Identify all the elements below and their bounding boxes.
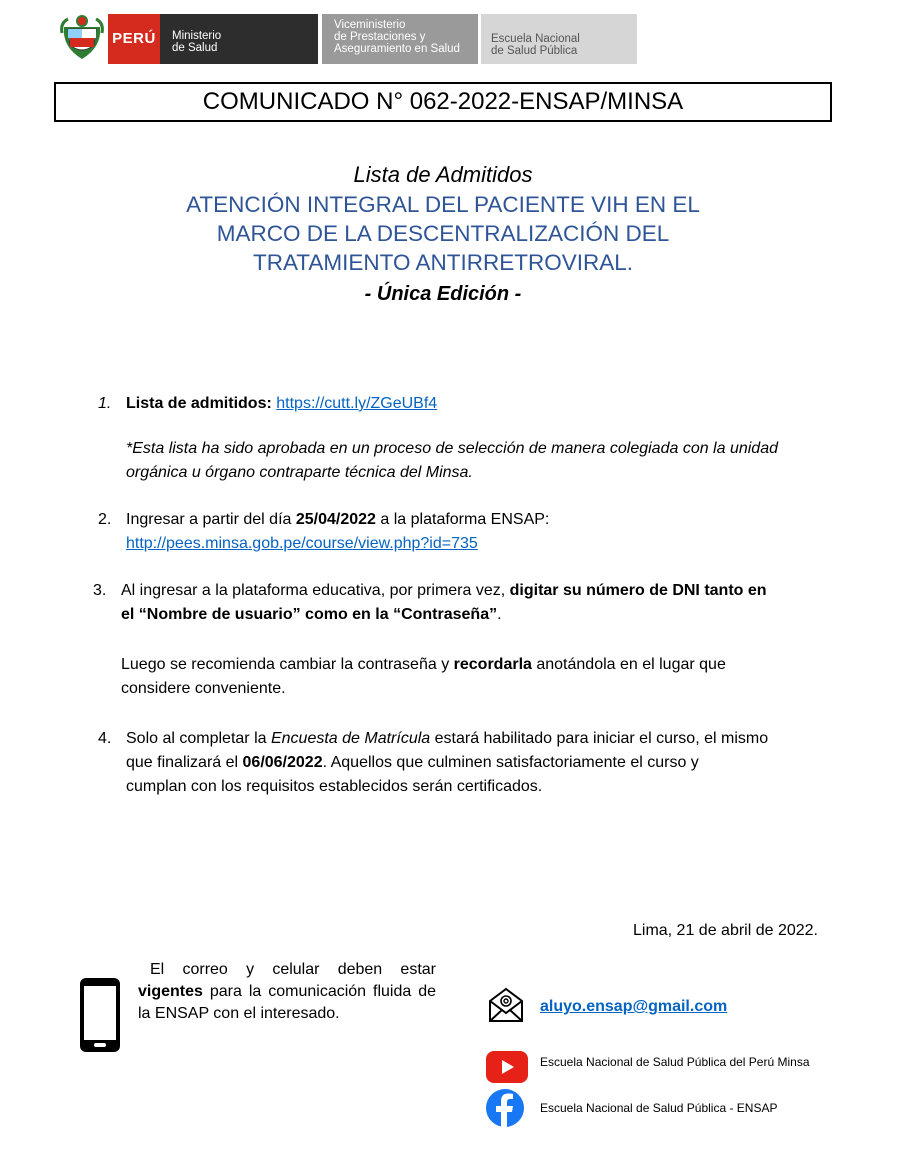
facebook-page[interactable]: Escuela Nacional de Salud Pública - ENSAP <box>540 1101 778 1115</box>
item-4-italic: Encuesta de Matrícula <box>270 730 431 747</box>
peru-label: PERÚ <box>112 30 156 47</box>
item-1 <box>126 392 437 416</box>
facebook-icon[interactable] <box>485 1088 525 1128</box>
item-3-para-line2: considere conveniente. <box>121 680 286 697</box>
item-4-text-b: estará habilitado para iniciar el curso, el mismo <box>430 730 769 747</box>
item-3-bold-a: digitar su número de DNI tanto en <box>509 582 767 599</box>
youtube-channel[interactable]: Escuela Nacional de Salud Pública del Perú Minsa <box>540 1055 810 1069</box>
item-3-paragraph <box>121 653 726 701</box>
item-3-text-a: Al ingresar a la plataforma educativa, por primera vez, <box>121 582 510 599</box>
item-3-para-bold: recordarla <box>453 656 532 673</box>
item-1-label: Lista de admitidos: <box>126 395 272 412</box>
course-line2: MARCO DE LA DESCENTRALIZACIÓN DEL <box>216 221 670 246</box>
item-3-bold-b: el “Nombre de usuario” como en la “Contraseña” <box>121 606 498 623</box>
item-3-number: 3. <box>93 582 107 599</box>
peru-logo-red <box>108 14 160 64</box>
viceministerio-box <box>322 14 478 64</box>
item-4-number: 4. <box>98 730 112 747</box>
item-2-text-a: Ingresar a partir del día <box>126 511 296 528</box>
item-2-number: 2. <box>98 511 112 528</box>
item-4-text-a: Solo al completar la <box>126 730 271 747</box>
edition-label: - Única Edición - <box>364 283 522 305</box>
item-4 <box>126 727 768 799</box>
smartphone-icon <box>79 977 121 1053</box>
item-3-text-b: . <box>497 606 502 623</box>
date-place: Lima, 21 de abril de 2022. <box>632 922 818 939</box>
mail-icon <box>487 986 525 1024</box>
admitted-list-link[interactable]: https://cutt.ly/ZGeUBf4 <box>276 395 438 412</box>
vice-line2: de Prestaciones y <box>334 31 426 43</box>
contact-note-text-a: El correo y celular deben estar <box>150 961 436 978</box>
item-4-line2-a: que finalizará el <box>126 754 243 771</box>
email-link[interactable]: aluyo.ensap@gmail.com <box>540 998 728 1015</box>
list-title: Lista de Admitidos <box>353 162 533 187</box>
item-4-line3: cumplan con los requisitos establecidos serán certificados. <box>126 778 543 795</box>
youtube-icon[interactable] <box>485 1050 529 1084</box>
item-1-note <box>126 437 778 485</box>
escuela-line1: Escuela Nacional <box>491 33 580 45</box>
item-1-note-line1: *Esta lista ha sido aprobada en un proceso de selección de manera colegiada con la unidad <box>126 440 778 457</box>
item-2-text-b: a la plataforma ENSAP: <box>375 511 550 528</box>
course-line1: ATENCIÓN INTEGRAL DEL PACIENTE VIH EN EL <box>186 192 700 217</box>
course-line3: TRATAMIENTO ANTIRRETROVIRAL. <box>252 250 634 275</box>
contact-note-text-b: para la comunicación fluida de la ENSAP con el interesado. <box>138 983 436 1022</box>
contact-note <box>138 959 436 1025</box>
item-1-note-line2: orgánica u órgano contraparte técnica del Minsa. <box>126 464 473 481</box>
vice-line3: Aseguramiento en Salud <box>334 43 460 55</box>
escuela-line2: de Salud Pública <box>491 45 578 57</box>
ministerio-box <box>160 14 318 64</box>
page-title: COMUNICADO N° 062-2022-ENSAP/MINSA <box>54 82 832 122</box>
item-4-line2-b: . Aquellos que culminen satisfactoriamente el curso y <box>322 754 699 771</box>
contact-note-bold: vigentes <box>138 983 203 1000</box>
vice-line1: Viceministerio <box>334 19 406 31</box>
item-3-para-a: Luego se recomienda cambiar la contraseña y <box>121 656 454 673</box>
escuela-box <box>481 14 637 64</box>
item-4-date: 06/06/2022 <box>242 754 323 771</box>
platform-link[interactable]: http://pees.minsa.gob.pe/course/view.php?id=735 <box>126 535 478 552</box>
item-3 <box>121 579 767 627</box>
item-1-number: 1. <box>98 395 112 412</box>
item-2 <box>126 508 549 556</box>
item-2-date: 25/04/2022 <box>295 511 376 528</box>
ministerio-line2: de Salud <box>172 42 218 54</box>
ministerio-line1: Ministerio <box>172 30 222 42</box>
peru-coat-of-arms-icon <box>60 13 104 63</box>
item-3-para-b: anotándola en el lugar que <box>531 656 726 673</box>
course-title <box>0 190 886 277</box>
